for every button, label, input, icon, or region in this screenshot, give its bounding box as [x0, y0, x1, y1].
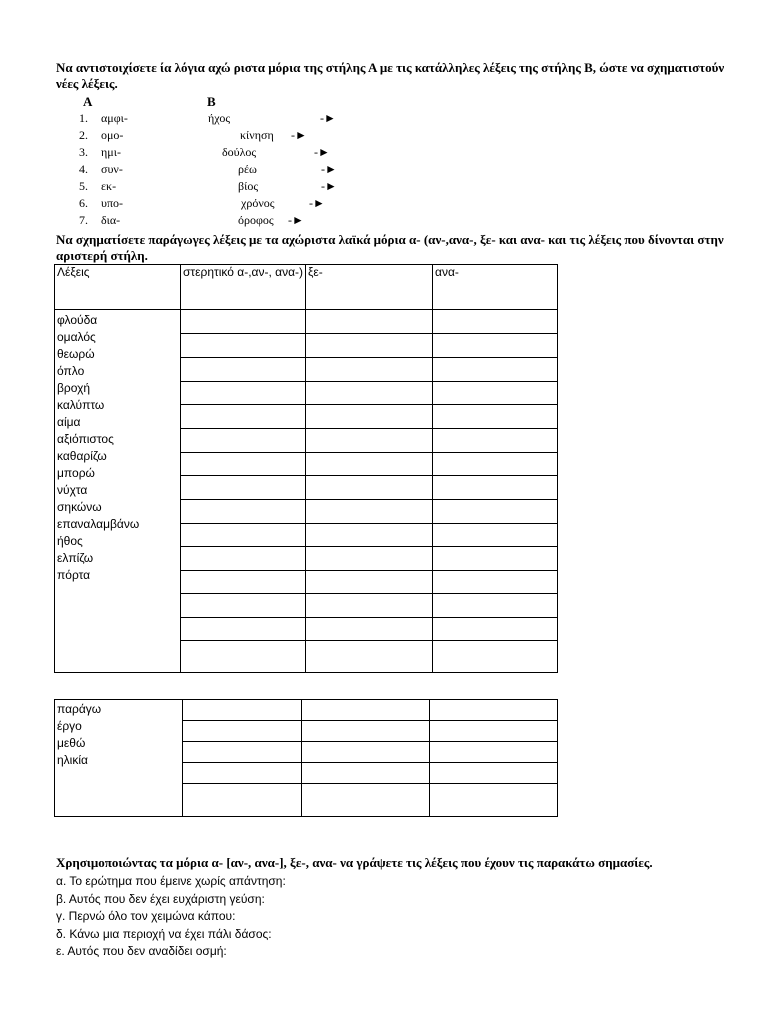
- matching-word: χρόνος: [241, 196, 275, 210]
- answer-cell[interactable]: [181, 334, 306, 358]
- matching-prefix: αμφι-: [101, 111, 128, 125]
- answer-cell[interactable]: [430, 763, 558, 784]
- answer-cell[interactable]: [433, 571, 558, 594]
- answer-cell[interactable]: [306, 429, 433, 453]
- matching-prefix: υπο-: [101, 196, 123, 210]
- exercise-3-instruction: Χρησιμοποιώντας τα μόρια α- [αν-, ανα-], ξε-, ανα- να γράψετε τις λέξεις που έχουν τις παρακάτω σημασίες.: [56, 855, 653, 870]
- answer-cell[interactable]: [183, 700, 302, 721]
- matching-num: 4.: [79, 162, 88, 176]
- answer-cell[interactable]: [430, 742, 558, 763]
- matching-word: κίνηση: [240, 128, 274, 142]
- derivation-table-2: [54, 699, 558, 817]
- answer-cell[interactable]: [306, 618, 433, 641]
- answer-cell[interactable]: [433, 358, 558, 382]
- answer-cell[interactable]: [181, 453, 306, 476]
- answer-cell[interactable]: [306, 571, 433, 594]
- answer-cell[interactable]: [302, 763, 430, 784]
- matching-prefix: ημι-: [101, 145, 121, 159]
- answer-cell[interactable]: [433, 429, 558, 453]
- answer-cell[interactable]: [433, 476, 558, 500]
- matching-num: 2.: [79, 128, 88, 142]
- word-item: μπορώ: [57, 466, 95, 480]
- answer-cell[interactable]: [181, 358, 306, 382]
- answer-cell[interactable]: [306, 594, 433, 618]
- header-privative: στερητικό α-,αν-, ανα-): [181, 265, 306, 310]
- matching-arrow: -►: [291, 128, 307, 142]
- header-ana: ανα-: [433, 265, 558, 310]
- matching-word: δούλος: [222, 145, 257, 159]
- answer-cell[interactable]: [430, 784, 558, 817]
- definition-item: ε. Αυτός που δεν αναδίδει οσμή:: [56, 944, 227, 958]
- matching-prefix: ομο-: [101, 128, 124, 142]
- definition-item: β. Αυτός που δεν έχει ευχάριστη γεύση:: [56, 891, 265, 906]
- answer-cell[interactable]: [181, 429, 306, 453]
- column-b-header: Β: [207, 94, 216, 109]
- answer-cell[interactable]: [433, 500, 558, 524]
- word-item: αξιόπιστος: [57, 432, 114, 446]
- matching-num: 7.: [79, 213, 88, 227]
- answer-cell[interactable]: [306, 382, 433, 405]
- answer-cell[interactable]: [430, 700, 558, 721]
- answer-cell[interactable]: [181, 524, 306, 547]
- answer-cell[interactable]: [181, 547, 306, 571]
- answer-cell[interactable]: [302, 700, 430, 721]
- answer-cell[interactable]: [181, 641, 306, 673]
- word-list-cell: [55, 310, 181, 673]
- word-item: σηκώνω: [57, 500, 102, 514]
- answer-cell[interactable]: [306, 405, 433, 429]
- answer-cell[interactable]: [306, 334, 433, 358]
- exercise-1-instruction: Να αντιστοιχίσετε ία λόγια αχώ ριστα μόρια της στήλης Α με τις κατάλληλες λέξεις της στήλης Β, ώστε να σχηματιστούν νέες λέξεις.: [56, 60, 725, 91]
- matching-prefix: εκ-: [101, 179, 117, 193]
- answer-cell[interactable]: [181, 594, 306, 618]
- matching-word: ρέω: [238, 162, 257, 176]
- answer-cell[interactable]: [181, 500, 306, 524]
- word-item: παράγω: [57, 702, 102, 716]
- answer-cell[interactable]: [430, 721, 558, 742]
- answer-cell[interactable]: [183, 742, 302, 763]
- answer-cell[interactable]: [306, 476, 433, 500]
- answer-cell[interactable]: [433, 547, 558, 571]
- matching-num: 5.: [79, 179, 88, 193]
- answer-cell[interactable]: [306, 641, 433, 673]
- answer-cell[interactable]: [433, 594, 558, 618]
- answer-cell[interactable]: [306, 500, 433, 524]
- answer-cell[interactable]: [433, 334, 558, 358]
- word-item: μεθώ: [57, 736, 86, 750]
- matching-prefix: δια-: [101, 213, 121, 227]
- word-item: όπλο: [57, 364, 85, 378]
- answer-cell[interactable]: [302, 721, 430, 742]
- matching-word: ήχος: [208, 111, 231, 125]
- word-item: καλύπτω: [57, 398, 105, 412]
- column-a-header: Α: [83, 94, 93, 109]
- answer-cell[interactable]: [183, 784, 302, 817]
- answer-cell[interactable]: [181, 618, 306, 641]
- answer-cell[interactable]: [306, 547, 433, 571]
- word-item: φλούδα: [57, 313, 98, 327]
- matching-arrow: -►: [321, 179, 337, 193]
- matching-num: 3.: [79, 145, 88, 159]
- matching-arrow: -►: [314, 145, 330, 159]
- word-item: ήθος: [57, 534, 83, 548]
- derivation-table-1: [54, 264, 558, 673]
- header-words: Λέξεις: [55, 265, 181, 310]
- matching-num: 6.: [79, 196, 88, 210]
- answer-cell[interactable]: [183, 721, 302, 742]
- answer-cell[interactable]: [181, 476, 306, 500]
- answer-cell[interactable]: [306, 524, 433, 547]
- word-item: βροχή: [57, 381, 91, 395]
- matching-arrow: -►: [288, 213, 304, 227]
- word-item: έργο: [57, 719, 82, 733]
- answer-cell[interactable]: [306, 310, 433, 334]
- answer-cell[interactable]: [433, 641, 558, 673]
- matching-num: 1.: [79, 111, 88, 125]
- matching-arrow: -►: [320, 111, 336, 125]
- word-item: πόρτα: [57, 568, 91, 582]
- answer-cell[interactable]: [181, 571, 306, 594]
- word-item: ομαλός: [57, 330, 96, 344]
- answer-cell[interactable]: [306, 453, 433, 476]
- matching-arrow: -►: [321, 162, 337, 176]
- matching-arrow: -►: [309, 196, 325, 210]
- answer-cell[interactable]: [433, 618, 558, 641]
- word-item: ηλικία: [57, 753, 88, 767]
- answer-cell[interactable]: [183, 763, 302, 784]
- answer-cell[interactable]: [433, 453, 558, 476]
- exercise-2-instruction: Να σχηματίσετε παράγωγες λέξεις με τα αχώριστα λαϊκά μόρια α- (αν-,ανα-, ξε- και ανα- και τις λέξεις που δίνονται στην αριστερή στήλη.: [56, 232, 724, 263]
- answer-cell[interactable]: [302, 784, 430, 817]
- definition-item: δ. Κάνω μια περιοχή να έχει πάλι δάσος:: [56, 926, 272, 941]
- answer-cell[interactable]: [306, 358, 433, 382]
- word-list-cell: [55, 700, 183, 817]
- matching-word: όροφος: [238, 213, 274, 227]
- word-item: καθαρίζω: [57, 449, 107, 463]
- answer-cell[interactable]: [433, 310, 558, 334]
- word-item: νύχτα: [57, 483, 88, 497]
- word-item: επαναλαμβάνω: [57, 517, 140, 531]
- word-item: θεωρώ: [57, 347, 95, 361]
- word-item: ελπίζω: [57, 551, 94, 565]
- matching-word: βίος: [238, 179, 259, 193]
- answer-cell[interactable]: [433, 524, 558, 547]
- header-kse: ξε-: [306, 265, 433, 310]
- answer-cell[interactable]: [181, 405, 306, 429]
- answer-cell[interactable]: [181, 310, 306, 334]
- answer-cell[interactable]: [302, 742, 430, 763]
- matching-prefix: συν-: [101, 162, 123, 176]
- answer-cell[interactable]: [433, 382, 558, 405]
- definition-item: α. Το ερώτημα που έμεινε χωρίς απάντηση:: [56, 874, 286, 888]
- definition-item: γ. Περνώ όλο τον χειμώνα κάπου:: [56, 909, 236, 923]
- word-item: αίμα: [57, 415, 81, 429]
- answer-cell[interactable]: [433, 405, 558, 429]
- answer-cell[interactable]: [181, 382, 306, 405]
